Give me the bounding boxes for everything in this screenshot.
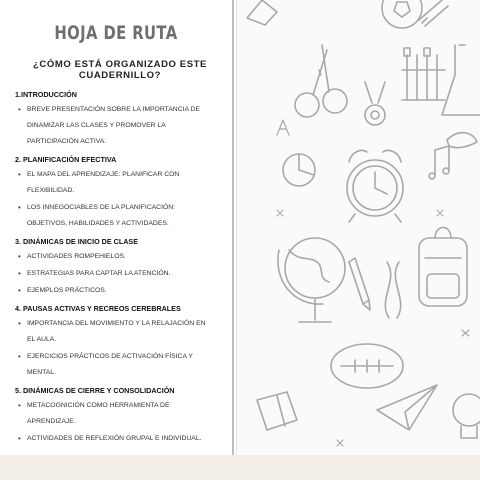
globe-icon (278, 238, 345, 322)
background-band (0, 455, 480, 480)
left-page (0, 0, 232, 455)
abc-icon (277, 120, 289, 135)
flask-icon (442, 45, 480, 115)
right-page-doodle-pattern (237, 0, 480, 455)
pencil-icon (349, 258, 370, 310)
list-item-text: IMPORTANCIA DEL MOVIMIENTO Y LA RELAJACIÓN EN EL AULA. (27, 320, 206, 343)
section-heading: 2. PLANIFICACIÓN EFECTIVA (15, 155, 117, 164)
open-book-icon (257, 392, 297, 430)
list-item-text: EJEMPLOS PRÁCTICOS. (27, 287, 107, 294)
list-item (15, 200, 215, 232)
page-gutter (232, 0, 234, 455)
bullet-icon: • (18, 170, 21, 179)
alarm-clock-icon (347, 150, 403, 222)
list-item-text: LOS INNEGOCIABLES DE LA PLANIFICACIÓN: OBJETIVOS, HABILIDADES Y ACTIVIDADES. (27, 204, 176, 227)
dna-icon (385, 262, 400, 318)
soccer-ball-icon (382, 0, 422, 28)
list-item (15, 349, 215, 381)
star-icon (277, 210, 469, 446)
section-heading: 5. DINÁMICAS DE CIERRE Y CONSOLIDACIÓN (15, 386, 175, 395)
list-item-text: ESTRATEGIAS PARA CAPTAR LA ATENCIÓN. (27, 270, 171, 277)
bullet-icon: • (18, 203, 21, 212)
list-item-text: EJERCICIOS PRÁCTICOS DE ACTIVACIÓN FÍSICA Y MENTAL. (27, 353, 193, 376)
bullet-icon: • (18, 352, 21, 361)
test-tubes-icon (402, 48, 445, 100)
list-item (15, 316, 215, 348)
page-subtitle: ¿CÓMO ESTÁ ORGANIZADO ESTE CUADERNILLO? (33, 59, 207, 81)
list-item-text: METACOGNICIÓN COMO HERRAMIENTA DE APRENDIZAJE. (27, 402, 170, 425)
list-item-text: ACTIVIDADES DE REFLEXIÓN GRUPAL E INDIVIDUAL. (27, 435, 202, 442)
light-bulb-icon (453, 394, 480, 438)
medal-icon (365, 82, 385, 125)
list-item (15, 167, 215, 199)
list-item (15, 398, 215, 430)
list-item (15, 283, 215, 299)
book-icon (247, 0, 277, 25)
bullet-icon: • (18, 252, 21, 261)
list-item (15, 431, 215, 447)
music-note-icon (429, 146, 449, 179)
bullet-icon: • (18, 286, 21, 295)
bullet-icon: • (18, 269, 21, 278)
list-item (15, 249, 215, 265)
bullet-icon: • (18, 434, 21, 443)
pie-chart-icon (283, 154, 315, 186)
ruler-icon (419, 0, 448, 26)
list-item (15, 266, 215, 282)
bullet-icon: • (18, 319, 21, 328)
list-item-text: ACTIVIDADES ROMPEHIELOS. (27, 253, 126, 260)
page-title: HOJA DE RUTA (54, 22, 178, 44)
table-of-contents (15, 85, 215, 447)
bullet-icon: • (18, 401, 21, 410)
football-icon (331, 344, 403, 388)
scissors-icon (295, 45, 347, 117)
list-item-text: EL MAPA DEL APRENDIZAJE: PLANIFICAR CON FLEXIBILIDAD. (27, 171, 180, 194)
paper-plane-icon (377, 385, 437, 430)
section-heading: 1.INTRODUCCIÓN (15, 90, 77, 99)
list-item (15, 102, 215, 150)
school-doodle-pattern (237, 0, 480, 455)
backpack-icon (419, 228, 467, 307)
bullet-icon: • (18, 105, 21, 114)
section-heading: 3. DINÁMICAS DE INICIO DE CLASE (15, 237, 138, 246)
section-heading: 4. PAUSAS ACTIVAS Y RECREOS CEREBRALES (15, 304, 181, 313)
list-item-text: BREVE PRESENTACIÓN SOBRE LA IMPORTANCIA DE DINAMIZAR LAS CLASES Y PROMOVER LA PARTICIPACIÓN ACTIVA. (27, 106, 200, 145)
bird-icon (447, 133, 477, 148)
